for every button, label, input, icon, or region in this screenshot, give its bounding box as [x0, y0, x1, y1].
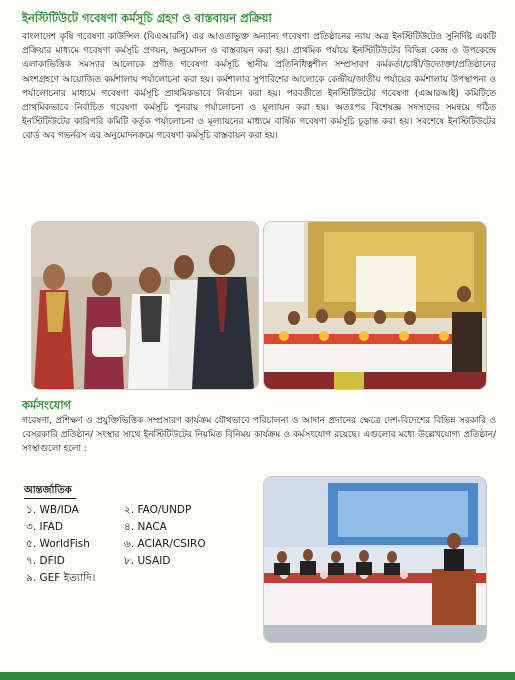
- list-item: ৩. IFAD: [26, 521, 63, 533]
- list-item: ৬. ACIAR/CSIRO: [124, 538, 206, 550]
- photo-officials-event-image: [32, 222, 258, 389]
- photo-workshop-stage-image: [264, 222, 486, 389]
- section-heading-collaboration: কর্মসংযোগ: [22, 398, 72, 412]
- international-title: আন্তর্জাতিক: [24, 485, 72, 496]
- list-item: ৮. USAID: [124, 555, 171, 567]
- collaboration-paragraph: গবেষণা, প্রশিক্ষণ ও প্রযুক্তিভিত্তিক সম্প্রসারণ কার্যক্রম যৌথভাবে পরিচালনা ও আদান প্রদানের ক্ষেত্রে দেশ-বিদেশের বিভিন্ন সরকারি ও বেসরকারি প্রতিষ্ঠান/ সংস্থার সাথে ইনস্টিটিউটের নিয়মিত বিনিময় কার্যক্রম ও কর্মসংযোগ রয়েছে। এগুলোর মধ্যে উল্লেখযোগ্য প্রতিষ্ঠান/ সংস্থাগুলো হলো :: [22, 416, 496, 455]
- photo-officials-event: [32, 222, 258, 389]
- research-process-paragraph: বাংলাদেশ কৃষি গবেষণা কাউন্সিল (বিএআরসি) এর আওতাভুক্ত অন্যান্য গবেষণা প্রতিষ্ঠানের ন্যায় অত্র ইনস্টিটিউটেও সুনির্দিষ্ট একটি প্রক্রিয়ার মাধ্যমে গবেষণা কর্মসূচি প্রণয়ন, অনুমোদন ও বাস্তবায়ন করা হয়। প্রাথমিক পর্যায়ে ইনস্টিটিউটের বিভিন্ন কেন্দ্র ও উপকেন্দ্রে এলাকাভিত্তিক সমস্যার আলোকে প্রণীত গবেষণা কর্মসূচি স্থানীয় প্রতিনিধিত্বশীল সম্প্রসারণ কর্মকর্তা/চাষী/উদ্যোক্তা/প্রতিষ্ঠানের অংশগ্রহণে আয়োজিত কর্মশালায় পর্যালোচনা করা হয়। কর্মশালার সুপারিশের আলোকে কেন্দ্রীয়/জাতীয় পর্যায়ের কর্মশালায় উপস্থাপনা ও পর্যালোচনার মাধ্যমে গবেষণা কর্মসূচি প্রাথমিকভাবে নির্বাচন করা হয়। পরবর্তীতে ইনস্টিটিউটের গবেষণা (এআরআই) কমিটিতে প্রাথমিকভাবে নির্বাচিত গবেষণা কর্মসূচি পুনরায় পর্যালোচনা ও মূল্যায়ন করা হয়। অতঃপর বিশেষজ্ঞ সদস্যদের সমন্বয়ে গঠিত ইনস্টিটিউটের কারিগরি কমিটি কর্তৃক পর্যালোচনা ও মূল্যায়নের মাধ্যমে বার্ষিক গবেষণা কর্মসূচি চূড়ান্ত করা হয়। সবশেষে ইনস্টিটিউটের বোর্ড অব গভর্নরস এর অনুমোদনক্রমে গবেষণা কর্মসূচি বাস্তবায়ন করা হয়।: [22, 32, 496, 142]
- photo-workshop-stage: [264, 222, 486, 389]
- list-item: ৭. DFID: [26, 555, 65, 567]
- list-item: ৫. WorldFish: [26, 538, 90, 550]
- list-item: ১. WB/IDA: [26, 504, 79, 516]
- photo-panel-meeting-image: [264, 477, 486, 642]
- section-heading-research-process: ইনস্টিটিউটে গবেষণা কর্মসূচি গ্রহণ ও বাস্তবায়ন প্রক্রিয়া: [22, 11, 272, 25]
- list-item: ২. FAO/UNDP: [124, 504, 192, 516]
- list-item: ৯. GEF ইত্যাদি।: [26, 572, 96, 584]
- international-title-underline: [24, 498, 76, 499]
- photo-panel-meeting: [264, 477, 486, 642]
- list-item: ৪. NACA: [124, 521, 167, 533]
- footer-accent-bar: [0, 672, 515, 680]
